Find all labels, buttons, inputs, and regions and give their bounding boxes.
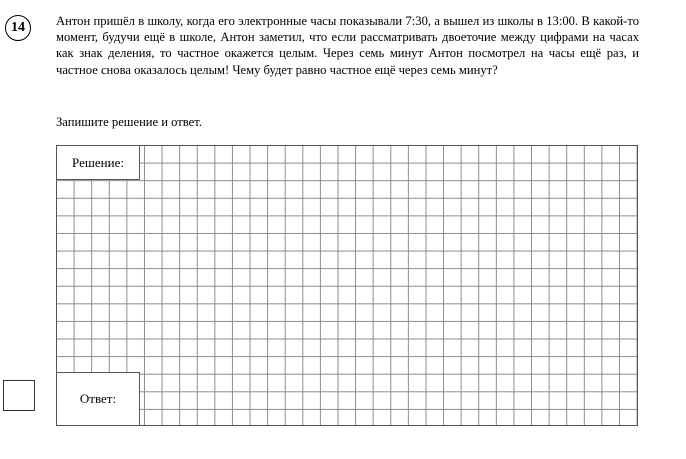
- answer-grid[interactable]: [56, 145, 638, 426]
- solution-label: Решение:: [72, 154, 124, 170]
- task-text: Антон пришёл в школу, когда его электронные часы показывали 7:30, а вышел из школы в 13:00. В какой-то момент, будучи ещё в школе, Антон заметил, что если рассматривать двоеточие между цифрами на часах как знак деления, то частное окажется целым. Через семь минут Антон посмотрел на часы ещё раз, и частное снова оказалось целым! Чему будет равно частное ещё через семь минут?: [56, 14, 639, 77]
- answer-label: Ответ:: [79, 391, 117, 406]
- answer-label-box: [56, 372, 140, 426]
- task-number-badge: [5, 15, 31, 41]
- task-number: 14: [11, 20, 25, 35]
- score-box[interactable]: [3, 380, 35, 411]
- solution-label-box: [56, 145, 140, 180]
- task-instruction: Запишите решение и ответ.: [56, 115, 202, 129]
